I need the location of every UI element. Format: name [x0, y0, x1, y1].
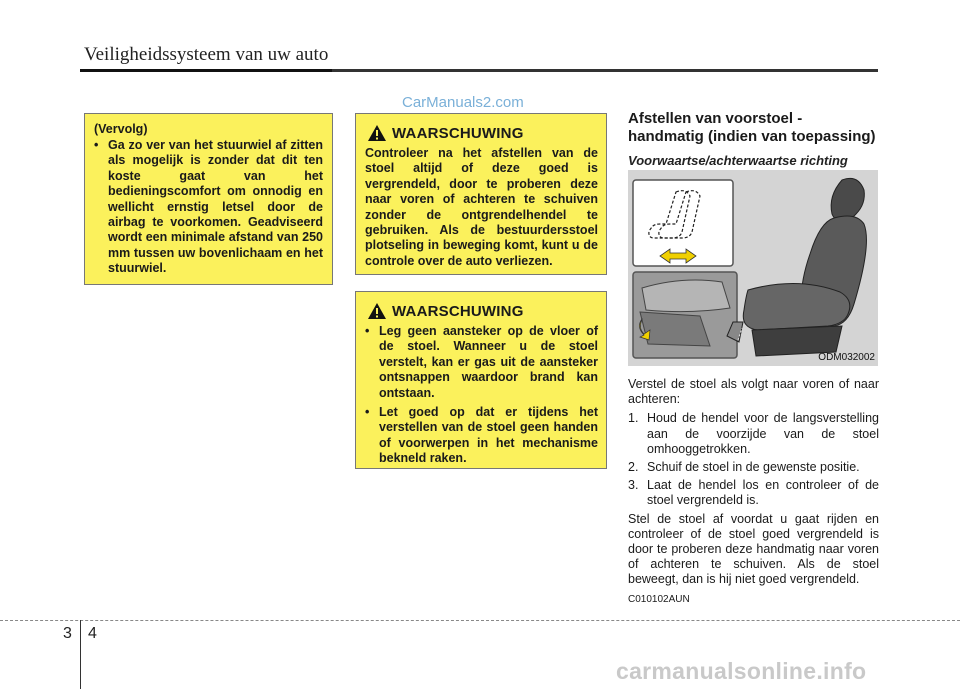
page-number-divider [80, 620, 81, 689]
header-rule [80, 69, 878, 72]
warning-bullet-2 [365, 405, 598, 467]
watermark-top: CarManuals2.com [402, 94, 524, 111]
footer-divider [0, 620, 960, 621]
step-item [628, 478, 879, 508]
warning-header [365, 302, 598, 320]
warning-bullet-text: Leg geen aansteker op de vloer of de stoel. Wanneer u de stoel verstelt, kan er gas uit de aansteker ontsnappen waardoor brand kan ontstaan. [379, 324, 598, 400]
step-number: 3. [628, 478, 639, 493]
warning-header [365, 124, 598, 142]
warning-box-1 [355, 113, 607, 275]
section-subtitle: Voorwaartse/achterwaartse richting [628, 153, 848, 168]
figure-code: ODM032002 [818, 352, 875, 363]
section-title: Afstellen van voorstoel - handmatig (indien van toepassing) [628, 110, 876, 145]
warning-triangle-icon [367, 124, 387, 142]
closing-paragraph: Stel de stoel af voordat u gaat rijden en controleer of de stoel goed vergrendeld is door te proberen deze handmatig naar voren of achteren te schuiven. Als de stoel beweegt, dan is hij niet goed vergrendeld. [628, 511, 879, 587]
step-item [628, 460, 879, 475]
step-item [628, 411, 879, 457]
seat-illustration [628, 170, 878, 366]
warning-triangle-icon [367, 302, 387, 320]
section-heading [628, 110, 878, 168]
warning-bullet-text: Let goed op dat er tijdens het verstellen van de stoel geen handen of voorwerpen in het mechanisme bekneld raken. [379, 405, 598, 466]
warning-title: WAARSCHUWING [392, 302, 524, 320]
watermark-bottom: carmanualsonline.info [616, 658, 867, 684]
intro-paragraph: Verstel de stoel als volgt naar voren of naar achteren: [628, 377, 879, 407]
bullet-dot: • [365, 405, 370, 420]
step-number: 1. [628, 411, 639, 426]
warning-text: Controleer na het afstellen van de stoel altijd of deze goed is vergrendeld, door te proberen deze naar voren of achteren te schuiven zonder de ontgrendelhendel te gebruiken. Als de bestuurdersstoel plotseling in beweging komt, kunt u de controle over de auto verliezen. [365, 146, 598, 268]
step-text: Houd de hendel voor de langsverstelling aan de voorzijde van de stoel omhooggetrokken. [647, 411, 879, 456]
bullet-dot: • [94, 138, 99, 152]
warning-title: WAARSCHUWING [392, 124, 524, 142]
page-number: 4 [88, 625, 97, 642]
page-header-title: Veiligheidssysteem van uw auto [84, 44, 329, 65]
warning-box-2 [355, 291, 607, 469]
section-code: C010102AUN [628, 593, 690, 605]
bullet-dot: • [365, 324, 370, 338]
step-text: Schuif de stoel in de gewenste positie. [647, 460, 860, 475]
step-number: 2. [628, 460, 639, 475]
continued-label: (Vervolg) [94, 122, 148, 136]
step-text: Laat de hendel los en controleer of de stoel vergrendeld is. [647, 478, 879, 508]
chapter-number: 3 [63, 625, 72, 642]
continued-bullet-text: Ga zo ver van het stuurwiel af zitten als mogelijk is zonder dat dit ten koste gaat van het bedieningscomfort om onnodig en wellicht ernstig letsel door de airbag te voorkomen. Geadviseerd wordt een minimale afstand van 250 mm tussen uw bovenlichaam en het stuurwiel. [108, 138, 323, 276]
main-seat-drawing [727, 178, 866, 356]
continued-bullet [94, 138, 323, 277]
warning-bullet-1 [365, 324, 598, 401]
seat-adjust-figure [628, 170, 878, 366]
instructions-body [628, 377, 879, 607]
continued-caution-box [84, 113, 333, 285]
